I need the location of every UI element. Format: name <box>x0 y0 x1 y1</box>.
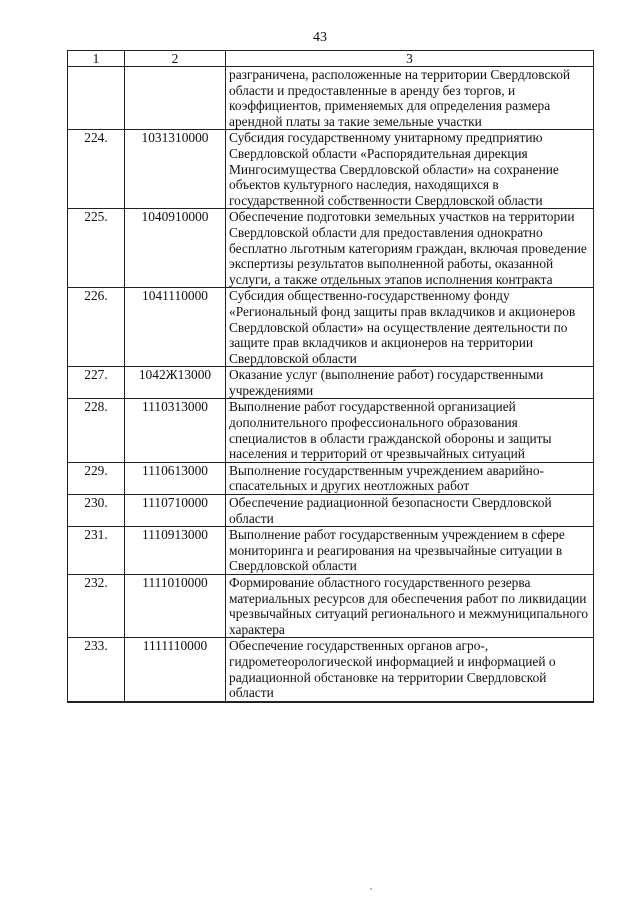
table-row <box>68 638 594 701</box>
table-row <box>68 67 594 130</box>
table-row <box>68 130 594 209</box>
row-description <box>226 701 594 702</box>
header-col-3: 3 <box>226 51 594 67</box>
table-row <box>68 495 594 527</box>
row-number: 225. <box>68 209 125 288</box>
table-row <box>68 527 594 575</box>
row-description: разграничена, расположенные на территории Свердловской области и предоставленные в аренду без торгов, и коэффициентов, применяемых для определения размера арендной платы за такие земельные участки <box>226 67 594 130</box>
table-row <box>68 575 594 638</box>
table-row <box>68 209 594 288</box>
row-code: 1041110000 <box>125 288 226 367</box>
table-row <box>68 288 594 367</box>
header-col-2: 2 <box>125 51 226 67</box>
row-description: Выполнение государственным учреждением аварийно-спасательных и других неотложных работ <box>226 462 594 494</box>
row-number: 224. <box>68 130 125 209</box>
row-description: Субсидия государственному унитарному предприятию Свердловской области «Распорядительная дирекция Мингосимущества Свердловской области» на сохранение объектов культурного наследия, находящихся в государственной собственности Свердловской области <box>226 130 594 209</box>
row-code <box>125 701 226 702</box>
row-code: 1042Ж13000 <box>125 367 226 399</box>
header-col-1: 1 <box>68 51 125 67</box>
row-number: 229. <box>68 462 125 494</box>
row-code: 1040910000 <box>125 209 226 288</box>
row-description: Субсидия общественно-государственному фонду «Региональный фонд защиты прав вкладчиков и акционеров Свердловской области» на осуществление деятельности по защите прав вкладчиков и акционеров на территории Свердловской области <box>226 288 594 367</box>
table-row <box>68 701 594 702</box>
row-description: Выполнение работ государственной организацией дополнительного профессионального образования специалистов в области гражданской обороны и защиты населения и территорий от чрезвычайных ситуаций <box>226 399 594 462</box>
row-code: 1110613000 <box>125 462 226 494</box>
page-number: 43 <box>313 30 327 45</box>
table-row <box>68 462 594 494</box>
row-code: 1110313000 <box>125 399 226 462</box>
header-row <box>68 51 594 67</box>
scan-speck <box>370 888 372 890</box>
row-description: Оказание услуг (выполнение работ) государственными учреждениями <box>226 367 594 399</box>
row-description: Обеспечение подготовки земельных участков на территории Свердловской области для предоставления однократно бесплатно льготным категориям граждан, включая проведение экспертизы результатов выполненной работы, оказанной услуги, а также отдельных этапов исполнения контракта <box>226 209 594 288</box>
row-code <box>125 67 226 130</box>
row-number: 226. <box>68 288 125 367</box>
row-number: 227. <box>68 367 125 399</box>
row-number: 232. <box>68 575 125 638</box>
row-code: 1031310000 <box>125 130 226 209</box>
row-code: 1110913000 <box>125 527 226 575</box>
row-number <box>68 67 125 130</box>
row-description: Выполнение работ государственным учреждением в сфере мониторинга и реагирования на чрезвычайные ситуации в Свердловской области <box>226 527 594 575</box>
document-table <box>67 50 594 703</box>
table-row <box>68 367 594 399</box>
row-number: 233. <box>68 638 125 701</box>
row-code: 1111010000 <box>125 575 226 638</box>
row-code: 1111110000 <box>125 638 226 701</box>
row-number: 228. <box>68 399 125 462</box>
row-description: Формирование областного государственного резерва материальных ресурсов для обеспечения работ по ликвидации чрезвычайных ситуаций регионального и межмуниципального характера <box>226 575 594 638</box>
row-code: 1110710000 <box>125 495 226 527</box>
row-number <box>68 701 125 702</box>
table-row <box>68 399 594 462</box>
row-number: 231. <box>68 527 125 575</box>
row-number: 230. <box>68 495 125 527</box>
row-description: Обеспечение государственных органов агро-, гидрометеорологической информацией и информацией о радиационной обстановке на территории Свердловской области <box>226 638 594 701</box>
row-description: Обеспечение радиационной безопасности Свердловской области <box>226 495 594 527</box>
